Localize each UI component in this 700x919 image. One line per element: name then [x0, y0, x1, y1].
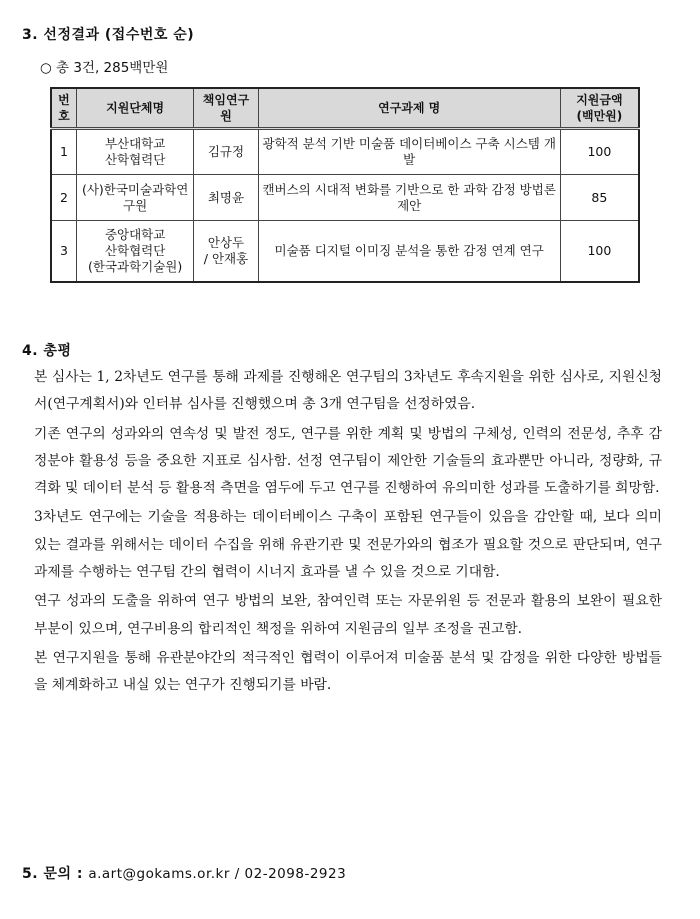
table-header-row — [51, 88, 639, 129]
review-body — [34, 364, 662, 702]
cell-amount: 100 — [560, 129, 639, 175]
cell-organization: (사)한국미술과학연구원 — [76, 175, 193, 221]
section-3-heading: 3. 선정결과 (접수번호 순) — [22, 27, 195, 43]
header-lead-researcher: 책임연구원 — [194, 88, 258, 129]
contact-label: 5. 문의 : — [22, 866, 83, 882]
circle-bullet-icon: ○ — [40, 60, 52, 76]
table-row — [51, 221, 639, 283]
review-paragraph: 본 심사는 1, 2차년도 연구를 통해 과제를 진행해온 연구팀의 3차년도 후속지원을 위한 심사로, 지원신청서(연구계획서)와 인터뷰 심사를 진행했으며 총 3개 연구팀을 선정하였음. — [34, 369, 662, 413]
cell-number: 3 — [51, 221, 76, 283]
header-project-title: 연구과제 명 — [258, 88, 560, 129]
cell-organization: 중앙대학교 산학협력단 (한국과학기술원) — [76, 221, 193, 283]
table-row — [51, 175, 639, 221]
selection-results-table — [50, 87, 640, 283]
cell-amount: 100 — [560, 221, 639, 283]
review-paragraph: 본 연구지원을 통해 유관분야간의 적극적인 협력이 이루어져 미술품 분석 및 감정을 위한 다양한 방법들을 체계화하고 내실 있는 연구가 진행되기를 바람. — [34, 649, 662, 694]
cell-amount: 85 — [560, 175, 639, 221]
header-number: 번 호 — [51, 88, 76, 129]
cell-lead-researcher: 김규정 — [194, 129, 258, 175]
cell-number: 1 — [51, 129, 76, 175]
selection-summary — [40, 56, 168, 76]
cell-project-title: 광학적 분석 기반 미술품 데이터베이스 구축 시스템 개발 — [258, 129, 560, 175]
header-amount: 지원금액 (백만원) — [560, 88, 639, 129]
table-row — [51, 129, 639, 175]
review-paragraph: 기존 연구의 성과와의 연속성 및 발전 정도, 연구를 위한 계획 및 방법의 구체성, 인력의 전문성, 추후 감정분야 활용성 등을 중요한 지표로 심사함. 선정 연구팀이 제안한 기술들의 효과뿐만 아니라, 정량화, 규격화 및 데이터 분석 등 활용적 측면을 염두에 두고 연구를 진행하여 유의미한 성과를 도출하기를 희망함. — [34, 425, 662, 497]
cell-number: 2 — [51, 175, 76, 221]
cell-lead-researcher: 안상두 / 안재홍 — [194, 221, 258, 283]
cell-organization: 부산대학교 산학협력단 — [76, 129, 193, 175]
section-5-contact — [22, 863, 346, 883]
review-paragraph: 연구 성과의 도출을 위하여 연구 방법의 보완, 참여인력 또는 자문위원 등 전문과 활용의 보완이 필요한 부분이 있으며, 연구비용의 합리적인 책정을 위하여 지원금의 일부 조정을 권고함. — [34, 593, 662, 637]
header-organization: 지원단체명 — [76, 88, 193, 129]
cell-lead-researcher: 최명윤 — [194, 175, 258, 221]
section-4-heading: 4. 총평 — [22, 343, 72, 359]
review-paragraph: 3차년도 연구에는 기술을 적용하는 데이터베이스 구축이 포함된 연구들이 있음을 감안할 때, 보다 의미 있는 결과를 위해서는 데이터 수집을 위해 유관기관 및 전문가와의 협조가 필요할 것으로 판단되며, 연구 과제를 수행하는 연구팀 간의 협력이 시너지 효과를 낼 수 있을 것으로 기대함. — [34, 509, 662, 581]
summary-text: 총 3건, 285백만원 — [56, 60, 169, 76]
cell-project-title: 캔버스의 시대적 변화를 기반으로 한 과학 감정 방법론 제안 — [258, 175, 560, 221]
contact-info: a.art@gokams.or.kr / 02-2098-2923 — [88, 866, 347, 882]
cell-project-title: 미술품 디지털 이미징 분석을 통한 감정 연계 연구 — [258, 221, 560, 283]
